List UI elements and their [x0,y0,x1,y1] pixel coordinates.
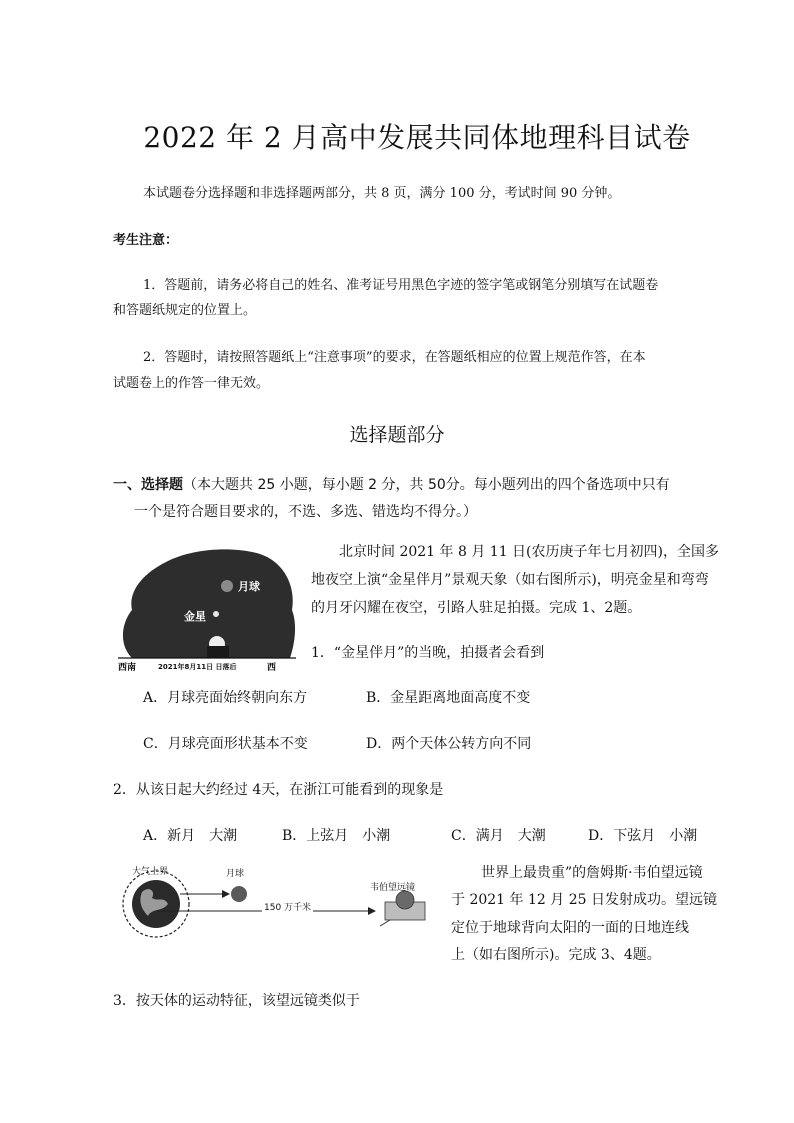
q1-option-d: D．两个天体公转方向不同 [366,736,532,752]
q2-option-d: D．下弦月 小潮 [588,828,698,844]
part1-description-2: 一个是符合题目要求的，不选、多选、错选均不得分。） [134,504,477,520]
part1-description: （本大题共 25 小题，每小题 2 分，共 50分。每小题列出的四个备选项中只有 [183,477,670,493]
q1-stem: 1．“金星伴月”的当晚，拍摄者会看到 [311,645,545,661]
passage1-line-2: 地夜空上演“金星伴月”景观天象（如右图所示)，明亮金星和弯弯 [311,572,709,588]
q1-option-b: B．金星距离地面高度不变 [366,690,531,706]
q2-option-b: B．上弦月 小潮 [282,828,391,844]
fig1-date-caption: 2021年8月11日 日落后 [158,663,237,671]
q1-option-c: C．月球亮面形状基本不变 [143,736,308,752]
fig2-atmosphere-label: 大气上界 [132,867,169,877]
passage2-line-1: 世界上最贵重”的詹姆斯·韦伯望远镜 [481,865,703,881]
arrowhead-icon [368,907,376,915]
night-sky-shape [123,549,295,658]
fig1-west-label: 西 [267,663,277,673]
fig1-moon-label: 月球 [238,580,260,593]
passage1-line-1: 北京时间 2021 年 8 月 11 日(农历庚子年七月初四)，全国多 [339,544,719,560]
arrowhead-icon [222,890,230,898]
moon-icon [221,580,233,592]
q3-stem: 3．按天体的运动特征，该望远镜类似于 [113,993,360,1009]
q2-option-a: A．新月 大潮 [143,828,238,844]
notice-1-line-2: 和答题纸规定的位置上。 [113,303,257,318]
fig1-venus-label: 金星 [184,610,206,623]
q2-option-c: C．满月 大潮 [451,828,546,844]
moon-small-icon [231,886,247,902]
building-icon [207,646,229,658]
telescope-mirror-icon [396,891,414,909]
venus-icon [213,611,219,617]
figure-venus-moon [114,540,300,674]
passage2-line-4: 上（如右图所示)。完成 3、4题。 [451,947,661,963]
section-title: 选择题部分 [349,424,445,446]
notice-2-line-2: 试题卷上的作答一律无效。 [113,376,270,391]
passage1-line-3: 的月牙闪耀在夜空，引路人驻足拍摄。完成 1、2题。 [311,600,642,616]
passage2-line-2: 于 2021 年 12 月 25 日发射成功。望远镜 [451,892,717,908]
fig1-southwest-label: 西南 [118,663,137,673]
figure-webb-telescope [122,862,440,946]
fig2-distance-label: 150 万千米 [262,900,313,913]
page-title: 2022 年 2 月高中发展共同体地理科目试卷 [143,121,691,154]
notice-heading: 考生注意： [113,233,179,248]
q1-option-a: A．月球亮面始终朝向东方 [143,690,308,706]
telescope-leg [380,920,390,926]
passage2-line-3: 定位于地球背向太阳的一面的日地连线 [451,920,689,936]
notice-1-line-1: 1．答题前，请务必将自己的姓名、准考证号用黑色字迹的签字笔或钢笔分别填写在试题卷 [143,278,659,293]
q2-stem: 2．从该日起大约经过 4天，在浙江可能看到的现象是 [113,782,444,798]
fig2-telescope-label: 韦伯望远镜 [370,883,416,893]
fig2-moon-label: 月球 [226,869,245,879]
part1-label: 一、选择题 [113,477,183,493]
notice-2-line-1: 2．答题时，请按照答题纸上“注意事项”的要求，在答题纸相应的位置上规范作答，在本 [143,350,646,365]
intro-text: 本试题卷分选择题和非选择题两部分，共 8 页，满分 100 分，考试时间 90 分钟。 [143,186,621,201]
part1-header [113,474,670,494]
